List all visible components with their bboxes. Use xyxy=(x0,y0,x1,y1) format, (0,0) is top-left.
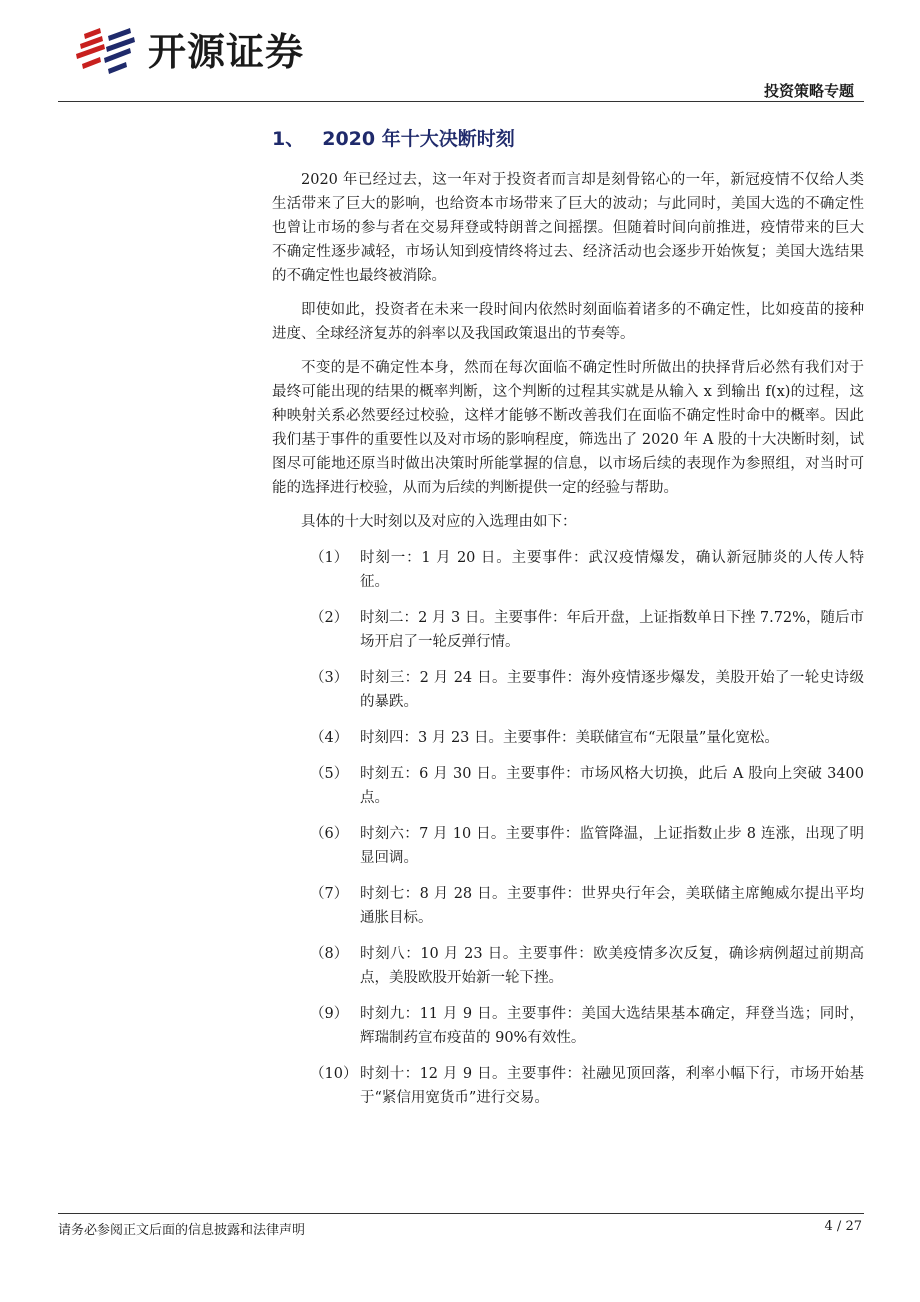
section-heading xyxy=(272,122,864,156)
page-number: 4 / 27 xyxy=(824,1219,862,1234)
item-text: 时刻九：11 月 9 日。主要事件：美国大选结果基本确定，拜登当选；同时，辉瑞制药宣布疫苗的 90%有效性。 xyxy=(360,1006,864,1046)
list-item xyxy=(272,606,864,654)
item-number: （4） xyxy=(310,730,349,746)
brand-name: 开源证券 xyxy=(148,30,305,74)
item-number: （3） xyxy=(310,670,349,686)
list-item xyxy=(272,1062,864,1110)
list-intro: 具体的十大时刻以及对应的入选理由如下： xyxy=(301,514,577,530)
list-item xyxy=(272,726,864,750)
paragraph: 即使如此，投资者在未来一段时间内依然时刻面临着诸多的不确定性，比如疫苗的接种进度、全球经济复苏的斜率以及我国政策退出的节奏等。 xyxy=(272,302,864,342)
item-text: 时刻七：8 月 28 日。主要事件：世界央行年会，美联储主席鲍威尔提出平均通胀目标。 xyxy=(360,886,864,926)
item-text: 时刻四：3 月 23 日。主要事件：美联储宣布“无限量”量化宽松。 xyxy=(360,730,779,746)
item-number: （8） xyxy=(310,946,349,962)
main-content xyxy=(272,122,864,1122)
header-divider xyxy=(58,101,864,102)
item-text: 时刻十：12 月 9 日。主要事件：社融见顶回落，利率小幅下行，市场开始基于“紧信用宽货币”进行交易。 xyxy=(360,1066,864,1106)
list-item xyxy=(272,822,864,870)
paragraph: 2020 年已经过去，这一年对于投资者而言却是刻骨铭心的一年，新冠疫情不仅给人类生活带来了巨大的影响，也给资本市场带来了巨大的波动；与此同时，美国大选的不确定性也曾让市场的参与者在交易拜登或特朗普之间摇摆。但随着时间向前推进，疫情带来的巨大不确定性逐步减轻，市场认知到疫情终将过去、经济活动也会逐步开始恢复；美国大选结果的不确定性也最终被消除。 xyxy=(272,172,864,284)
item-number: （10） xyxy=(310,1066,358,1082)
item-number: （2） xyxy=(310,610,349,626)
item-text: 时刻六：7 月 10 日。主要事件：监管降温，上证指数止步 8 连涨，出现了明显回调。 xyxy=(360,826,864,866)
item-number: （9） xyxy=(310,1006,349,1022)
section-title: 2020 年十大决断时刻 xyxy=(322,128,515,150)
item-text: 时刻二：2 月 3 日。主要事件：年后开盘，上证指数单日下挫 7.72%，随后市场开启了一轮反弹行情。 xyxy=(360,610,864,650)
item-text: 时刻八：10 月 23 日。主要事件：欧美疫情多次反复，确诊病例超过前期高点，美股欧股开始新一轮下挫。 xyxy=(360,946,864,986)
moments-list xyxy=(272,546,864,1110)
item-number: （7） xyxy=(310,886,349,902)
footer-disclaimer: 请务必参阅正文后面的信息披露和法律声明 xyxy=(58,1223,306,1238)
list-item xyxy=(272,546,864,594)
list-item xyxy=(272,1002,864,1050)
list-item xyxy=(272,942,864,990)
section-number: 1、 xyxy=(272,128,305,150)
item-text: 时刻五：6 月 30 日。主要事件：市场风格大切换，此后 A 股向上突破 3400 点。 xyxy=(360,766,864,806)
item-number: （1） xyxy=(310,550,349,566)
item-number: （5） xyxy=(310,766,349,782)
item-number: （6） xyxy=(310,826,349,842)
item-text: 时刻一：1 月 20 日。主要事件：武汉疫情爆发，确认新冠肺炎的人传人特征。 xyxy=(360,550,864,590)
list-item xyxy=(272,762,864,810)
paragraph: 不变的是不确定性本身，然而在每次面临不确定性时所做出的抉择背后必然有我们对于最终可能出现的结果的概率判断，这个判断的过程其实就是从输入 x 到输出 f(x)的过程，这种映射关系必然要经过校验，这样才能够不断改善我们在面临不确定性时命中的概率。因此我们基于事件的重要性以及对市场的影响程度，筛选出了 2020 年 A 股的十大决断时刻，试图尽可能地还原当时做出决策时所能掌握的信息，以市场后续的表现作为参照组，对当时可能的选择进行校验，从而为后续的判断提供一定的经验与帮助。 xyxy=(272,360,864,496)
brand-logo xyxy=(74,26,304,78)
logo-mark-icon xyxy=(74,26,136,78)
item-text: 时刻三：2 月 24 日。主要事件：海外疫情逐步爆发，美股开始了一轮史诗级的暴跌。 xyxy=(360,670,864,710)
document-type: 投资策略专题 xyxy=(763,82,854,100)
list-item xyxy=(272,882,864,930)
footer-divider xyxy=(58,1213,864,1214)
list-item xyxy=(272,666,864,714)
